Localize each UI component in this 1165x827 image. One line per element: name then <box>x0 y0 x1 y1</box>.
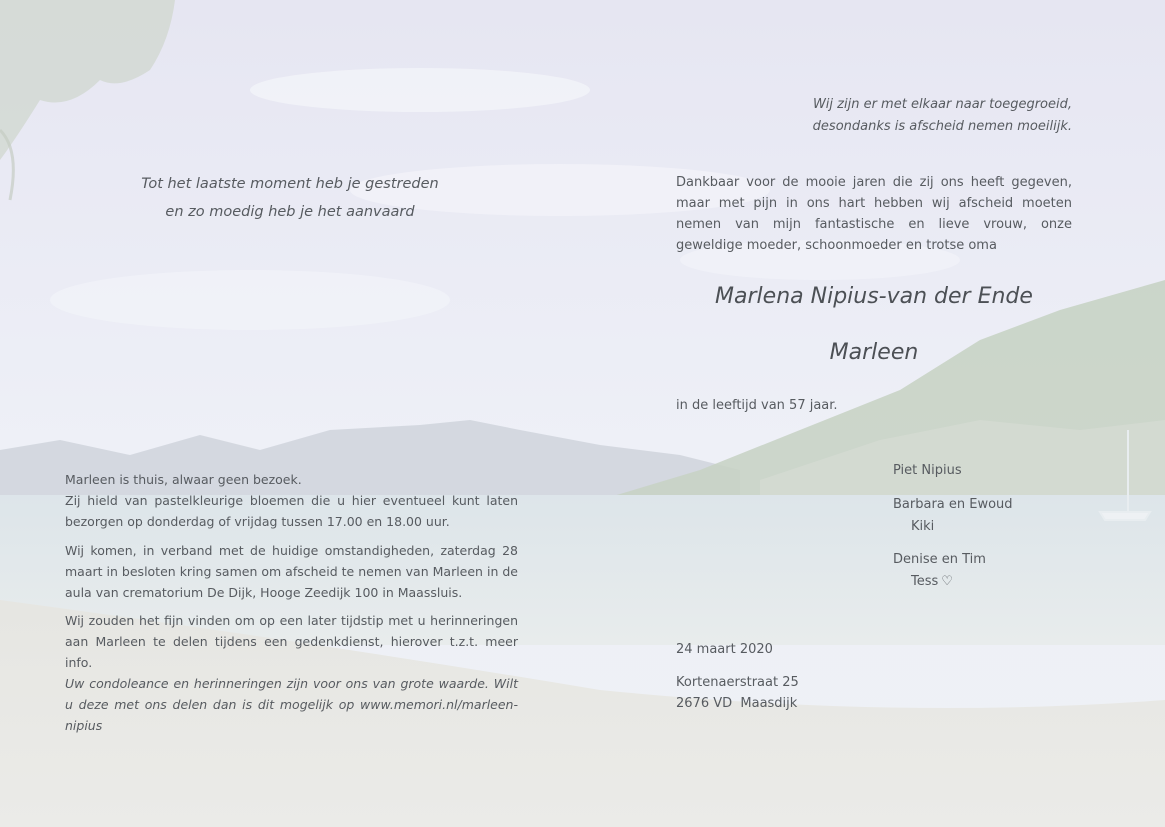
deceased-full-name: Marlena Nipius-van der Ende <box>715 284 1033 309</box>
cloud <box>50 270 450 330</box>
address-street: Kortenaerstraat 25 <box>676 675 799 690</box>
details-condolence: Uw condoleance en herinneringen zijn voor ons van grote waarde. Wilt u deze met ons delen dan is dit mogelijk op www.memori.nl/marleen-nipius <box>65 676 518 733</box>
family-grandchild-2 <box>893 571 986 593</box>
right-poem-line-2: desondanks is afscheid nemen moeilijk. <box>812 119 1072 134</box>
details-no-visit: Marleen is thuis, alwaar geen bezoek. <box>65 472 302 487</box>
left-poem <box>100 170 480 226</box>
age-text: in de leeftijd van 57 jaar. <box>676 398 838 413</box>
address-city: 2676 VD Maasdijk <box>676 696 798 711</box>
grandchild-2-name: Tess <box>911 574 939 589</box>
announcement-intro: Dankbaar voor de mooie jaren die zij ons heeft gegeven, maar met pijn in ons hart hebben wij afscheid moeten nemen van mijn fantastische en lieve vrouw, onze geweldige moeder, schoonmoeder en trotse oma <box>676 175 1072 253</box>
family-couple-1-names: Barbara en Ewoud <box>893 497 1013 512</box>
family-grandchild-1: Kiki <box>911 519 935 534</box>
details-flowers: Zij hield van pastelkleurige bloemen die u hier eventueel kunt laten bezorgen op donderdag of vrijdag tussen 17.00 en 18.00 uur. <box>65 493 518 529</box>
family-couple-1 <box>893 494 1013 538</box>
date: 24 maart 2020 <box>676 642 773 657</box>
details-paragraph-1 <box>65 469 518 532</box>
right-poem <box>700 94 1072 138</box>
heart-icon: ♡ <box>941 574 953 589</box>
deceased-call-name: Marleen <box>829 340 919 365</box>
family-couple-2 <box>893 549 986 593</box>
family-couple-2-names: Denise en Tim <box>893 552 986 567</box>
right-poem-line-1: Wij zijn er met elkaar naar toegegroeid, <box>812 97 1072 112</box>
left-poem-line-2: en zo moedig heb je het aanvaard <box>165 204 415 220</box>
cloud <box>250 68 590 112</box>
address <box>676 672 799 714</box>
family-husband: Piet Nipius <box>893 463 962 478</box>
details-paragraph-3: Wij zouden het fijn vinden om op een later tijdstip met u herinneringen aan Marleen te delen tijdens een gedenkdienst, hierover t.z.t. meer info. <box>65 613 518 670</box>
left-poem-line-1: Tot het laatste moment heb je gestreden <box>141 176 439 192</box>
details-paragraph-2: Wij komen, in verband met de huidige omstandigheden, zaterdag 28 maart in besloten kring samen om afscheid te nemen van Marleen in de aula van crematorium De Dijk, Hooge Zeedijk 100 in Maassluis. <box>65 543 518 600</box>
